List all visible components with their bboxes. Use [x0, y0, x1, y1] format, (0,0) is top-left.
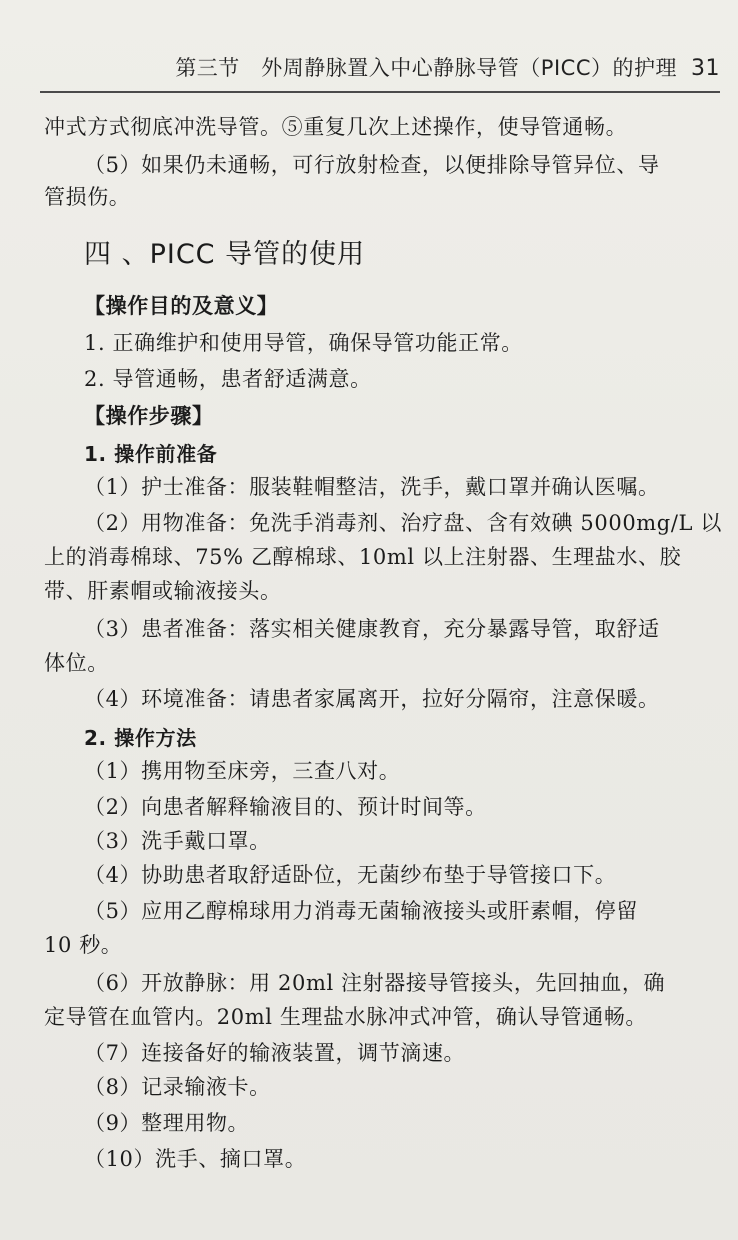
method-item-9: （9）整理用物。: [84, 1111, 250, 1135]
method-item-6-line1: （6）开放静脉：用 20ml 注射器接导管接头，先回抽血，确: [84, 971, 666, 995]
section-title: 第三节 外周静脉置入中心静脉导管（PICC）的护理: [175, 56, 677, 80]
method-item-3: （3）洗手戴口罩。: [84, 829, 271, 853]
prep-item-2-line2: 上的消毒棉球、75% 乙醇棉球、10ml 以上注射器、生理盐水、胶: [44, 545, 682, 569]
method-item-2: （2）向患者解释输液目的、预计时间等。: [84, 795, 487, 819]
method-item-5-line2: 10 秒。: [44, 933, 123, 957]
prep-item-2-line1: （2）用物准备：免洗手消毒剂、治疗盘、含有效碘 5000mg/L 以: [84, 511, 722, 535]
prep-heading: 1. 操作前准备: [84, 442, 218, 466]
paragraph-5-line2: 管损伤。: [44, 185, 131, 209]
purpose-item-2: 2. 导管通畅，患者舒适满意。: [84, 367, 372, 391]
prep-item-2-line3: 带、肝素帽或输液接头。: [44, 579, 282, 603]
method-heading: 2. 操作方法: [84, 726, 197, 750]
method-item-6-line2: 定导管在血管内。20ml 生理盐水脉冲式冲管，确认导管通畅。: [44, 1005, 648, 1029]
prep-item-3-line2: 体位。: [44, 651, 109, 675]
prep-item-3-line1: （3）患者准备：落实相关健康教育，充分暴露导管，取舒适: [84, 617, 660, 641]
purpose-item-1: 1. 正确维护和使用导管，确保导管功能正常。: [84, 331, 523, 355]
purpose-heading: 【操作目的及意义】: [84, 294, 279, 318]
method-item-5-line1: （5）应用乙醇棉球用力消毒无菌输液接头或肝素帽，停留: [84, 899, 638, 923]
section-heading: 四 、PICC 导管的使用: [84, 239, 366, 270]
page-number: 31: [691, 56, 720, 81]
paragraph-5-line1: （5）如果仍未通畅，可行放射检查，以便排除导管异位、导: [84, 153, 660, 177]
method-item-7: （7）连接备好的输液装置，调节滴速。: [84, 1041, 466, 1065]
header-rule: [40, 91, 720, 93]
method-item-10: （10）洗手、摘口罩。: [84, 1147, 307, 1171]
prep-item-1: （1）护士准备：服装鞋帽整洁，洗手，戴口罩并确认医嘱。: [84, 475, 660, 499]
method-item-1: （1）携用物至床旁，三查八对。: [84, 759, 401, 783]
paragraph-continued: 冲式方式彻底冲洗导管。⑤重复几次上述操作，使导管通畅。: [44, 115, 628, 139]
prep-item-4: （4）环境准备：请患者家属离开，拉好分隔帘，注意保暖。: [84, 687, 660, 711]
running-header: [175, 52, 720, 82]
method-item-8: （8）记录输液卡。: [84, 1075, 271, 1099]
steps-heading: 【操作步骤】: [84, 404, 214, 428]
method-item-4: （4）协助患者取舒适卧位，无菌纱布垫于导管接口下。: [84, 863, 617, 887]
